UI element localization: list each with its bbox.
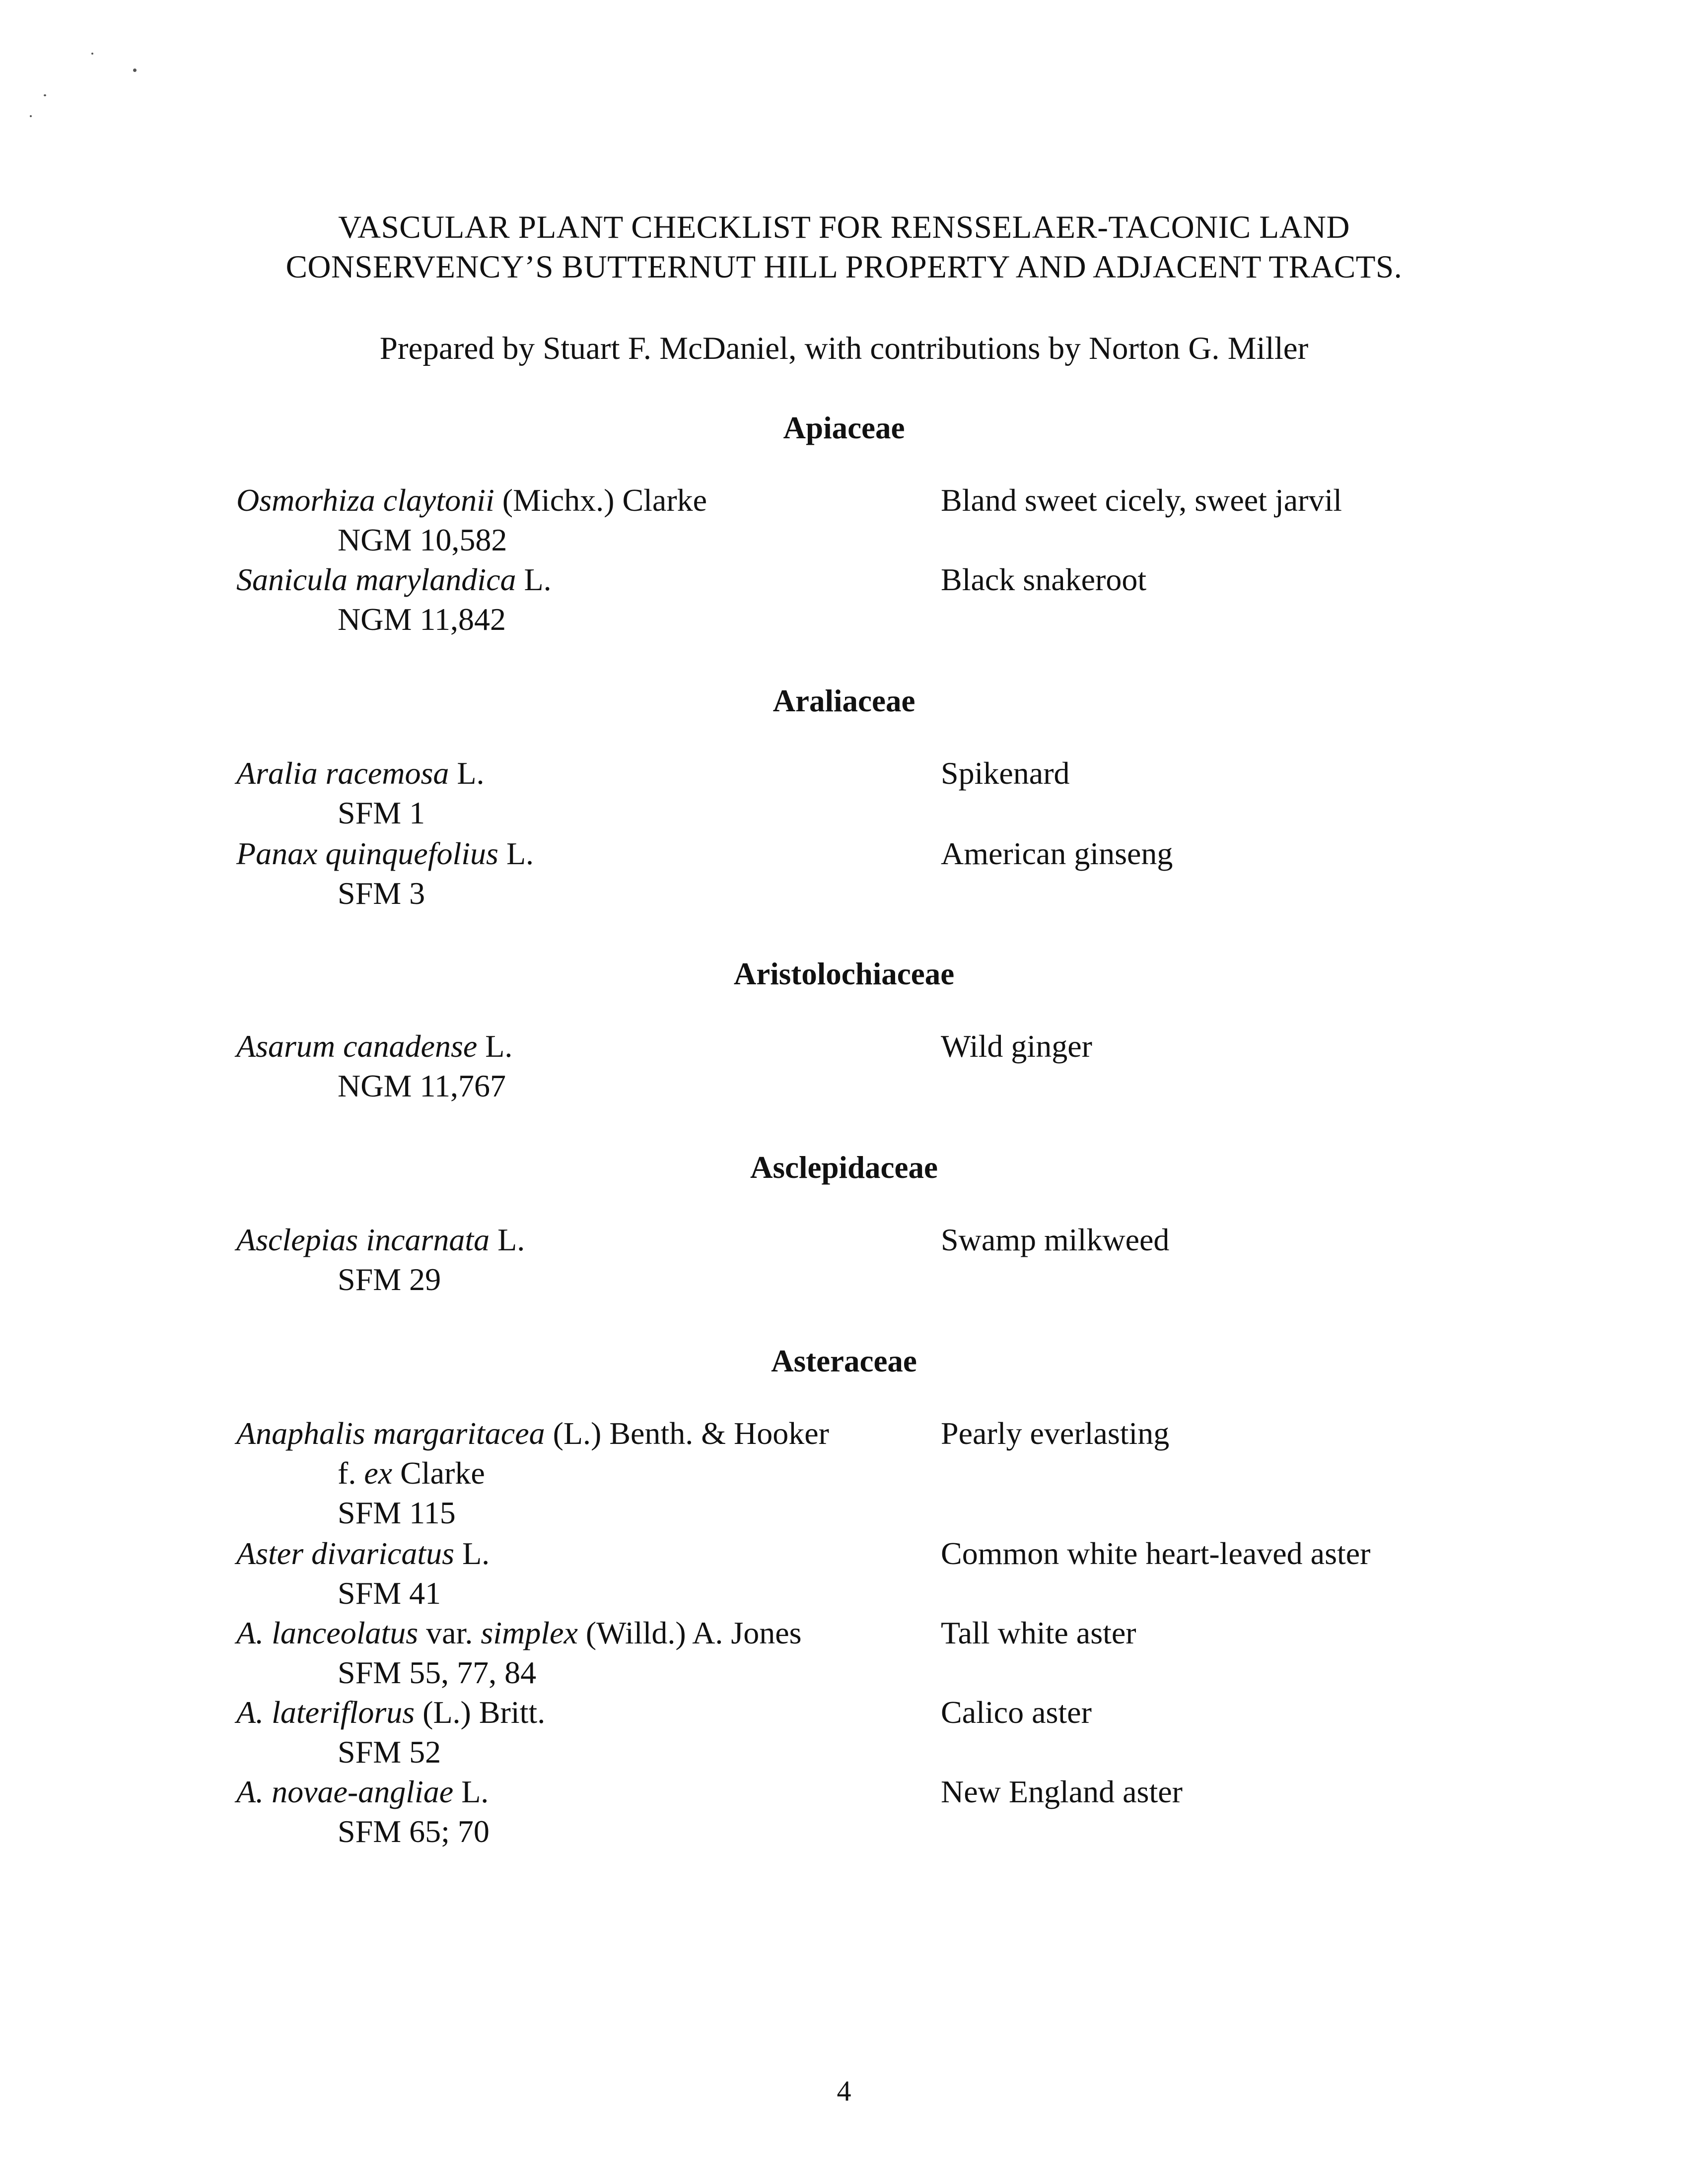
common-name: Spikenard (941, 755, 1070, 791)
common-name: New England aster (941, 1774, 1183, 1809)
page-number: 4 (837, 2075, 851, 2107)
scientific-name (236, 1414, 829, 1453)
family-heading-apiaceae: Apiaceae (783, 410, 905, 445)
scientific-name (236, 1613, 802, 1653)
authority: L. (457, 755, 485, 791)
byline: Prepared by Stuart F. McDaniel, with contributions by Norton G. Miller (379, 331, 1309, 366)
common-name: Tall white aster (941, 1615, 1136, 1650)
binomial: A. lateriflorus (236, 1695, 415, 1730)
common-name: Swamp milkweed (941, 1222, 1170, 1257)
scan-speck (30, 115, 32, 117)
voucher: SFM 41 (338, 1575, 441, 1611)
authority: (L.) Benth. & Hooker (553, 1416, 829, 1451)
binomial: Sanicula marylandica (236, 562, 516, 597)
scientific-name (236, 1693, 545, 1732)
scan-speck (133, 68, 137, 72)
authority: (Willd.) A. Jones (585, 1615, 802, 1650)
binomial: A. lanceolatus (236, 1615, 419, 1650)
voucher: SFM 1 (338, 795, 425, 830)
authority: L. (524, 562, 552, 597)
infraspecific-epithet: simplex (481, 1615, 578, 1650)
voucher: SFM 115 (338, 1495, 456, 1530)
scientific-name (236, 1772, 489, 1812)
binomial: A. novae-angliae (236, 1774, 454, 1809)
voucher: SFM 29 (338, 1262, 441, 1297)
binomial: Anaphalis margaritacea (236, 1416, 545, 1451)
binomial: Aster divaricatus (236, 1536, 455, 1571)
authority: (Michx.) Clarke (502, 482, 707, 518)
binomial: Aralia racemosa (236, 755, 449, 791)
voucher: SFM 55, 77, 84 (338, 1655, 537, 1690)
scientific-name (236, 1026, 512, 1066)
scientific-name (236, 1534, 490, 1573)
voucher: NGM 11,767 (338, 1068, 506, 1103)
common-name: American ginseng (941, 836, 1173, 871)
voucher: NGM 11,842 (338, 602, 506, 637)
authority: L. (461, 1774, 489, 1809)
scientific-name (236, 1220, 525, 1260)
family-heading-asclepidaceae: Asclepidaceae (750, 1150, 938, 1185)
family-heading-araliaceae: Araliaceae (773, 683, 915, 718)
authority-continued: f. ex Clarke (338, 1455, 485, 1491)
title-line-1: VASCULAR PLANT CHECKLIST FOR RENSSELAER-TACONIC LAND (338, 209, 1350, 245)
common-name: Black snakeroot (941, 562, 1147, 597)
scientific-name (236, 480, 707, 520)
authority: L. (497, 1222, 525, 1257)
common-name: Wild ginger (941, 1028, 1092, 1064)
common-name: Common white heart-leaved aster (941, 1536, 1371, 1571)
title-line-2: CONSERVENCY’S BUTTERNUT HILL PROPERTY AND ADJACENT TRACTS. (285, 249, 1403, 285)
authority: L. (485, 1028, 513, 1064)
binomial: Asclepias incarnata (236, 1222, 490, 1257)
authority: L. (462, 1536, 490, 1571)
common-name: Pearly everlasting (941, 1416, 1170, 1451)
common-name: Calico aster (941, 1695, 1092, 1730)
infra-rank: var. (426, 1615, 473, 1650)
authority: L. (506, 836, 534, 871)
scan-speck (91, 53, 93, 55)
authority: (L.) Britt. (422, 1695, 546, 1730)
binomial: Panax quinquefolius (236, 836, 498, 871)
document-title (0, 207, 1688, 287)
family-heading-asteraceae: Asteraceae (771, 1344, 917, 1378)
binomial: Osmorhiza claytonii (236, 482, 494, 518)
common-name: Bland sweet cicely, sweet jarvil (941, 482, 1342, 518)
scientific-name (236, 834, 534, 874)
voucher: SFM 52 (338, 1734, 441, 1770)
scientific-name (236, 560, 552, 600)
binomial: Asarum canadense (236, 1028, 478, 1064)
scientific-name (236, 753, 485, 793)
voucher: SFM 65; 70 (338, 1814, 490, 1849)
scan-speck (44, 94, 46, 96)
family-heading-aristolochiaceae: Aristolochiaceae (733, 956, 955, 991)
voucher: SFM 3 (338, 876, 425, 911)
voucher: NGM 10,582 (338, 522, 507, 557)
